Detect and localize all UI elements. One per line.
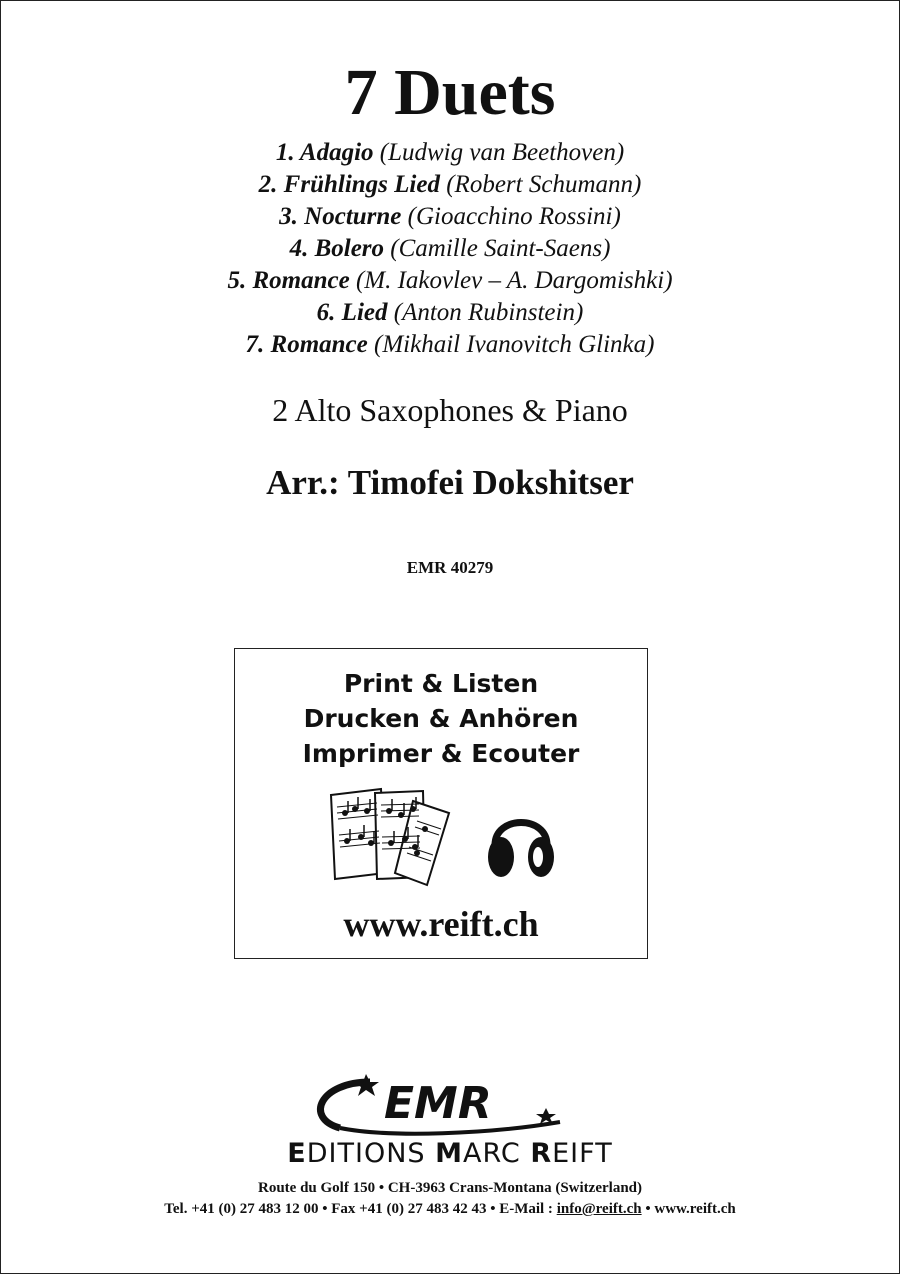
arranger: Arr.: Timofei Dokshitser xyxy=(266,463,634,502)
list-item xyxy=(0,201,900,233)
piece-number: 2. xyxy=(258,171,278,198)
promo-line-english: Print & Listen xyxy=(343,669,539,698)
instrumentation: 2 Alto Saxophones & Piano xyxy=(272,392,628,428)
piece-number: 4. xyxy=(289,235,309,262)
list-item xyxy=(0,297,900,329)
piece-title: Nocturne xyxy=(304,203,402,230)
contact-phone-fax: Tel. +41 (0) 27 483 12 00 • Fax +41 (0) 27 483 42 43 • E-Mail : xyxy=(164,1201,557,1217)
page-title: 7 Duets xyxy=(344,56,556,129)
piece-number: 7. xyxy=(245,331,265,358)
list-item xyxy=(0,233,900,265)
piece-title: Adagio xyxy=(299,139,374,166)
print-listen-box xyxy=(234,648,648,959)
piece-composer: (Anton Rubinstein) xyxy=(393,299,584,326)
publisher-address: Route du Golf 150 • CH-3963 Crans-Montana (Switzerland) xyxy=(258,1180,642,1196)
piece-title: Lied xyxy=(341,299,388,326)
piece-number: 1. xyxy=(275,139,295,166)
list-item xyxy=(0,329,900,361)
emr-logo xyxy=(300,1068,600,1140)
list-item xyxy=(0,137,900,169)
publisher-name: EDITIONS MARC REIFT xyxy=(287,1138,613,1169)
piece-number: 5. xyxy=(227,267,247,294)
list-item xyxy=(0,169,900,201)
piece-number: 3. xyxy=(279,203,298,230)
piece-composer: (Mikhail Ivanovitch Glinka) xyxy=(374,331,655,358)
piece-title: Romance xyxy=(252,267,350,294)
email-link[interactable]: info@reift.ch xyxy=(556,1201,642,1217)
promo-line-french: Imprimer & Ecouter xyxy=(302,739,580,768)
sheet-music-icon xyxy=(325,787,455,887)
publisher-contact xyxy=(0,1201,900,1218)
piece-list xyxy=(0,137,900,361)
headphones-icon xyxy=(485,801,557,881)
list-item xyxy=(0,265,900,297)
piece-composer: (Ludwig van Beethoven) xyxy=(379,139,625,166)
piece-composer: (Robert Schumann) xyxy=(446,171,642,198)
piece-title: Frühlings Lied xyxy=(283,171,440,198)
catalog-number: EMR 40279 xyxy=(406,558,494,577)
piece-composer: (Camille Saint-Saens) xyxy=(390,235,611,262)
promo-url: www.reift.ch xyxy=(343,904,539,944)
contact-website: • www.reift.ch xyxy=(641,1201,736,1217)
piece-composer: (M. Iakovlev – A. Dargomishki) xyxy=(355,267,673,294)
piece-title: Bolero xyxy=(314,235,385,262)
piece-title: Romance xyxy=(270,331,368,358)
piece-number: 6. xyxy=(316,299,336,326)
promo-line-german: Drucken & Anhören xyxy=(303,704,579,733)
piece-composer: (Gioacchino Rossini) xyxy=(407,203,621,230)
logo-text: EMR xyxy=(384,1078,492,1129)
